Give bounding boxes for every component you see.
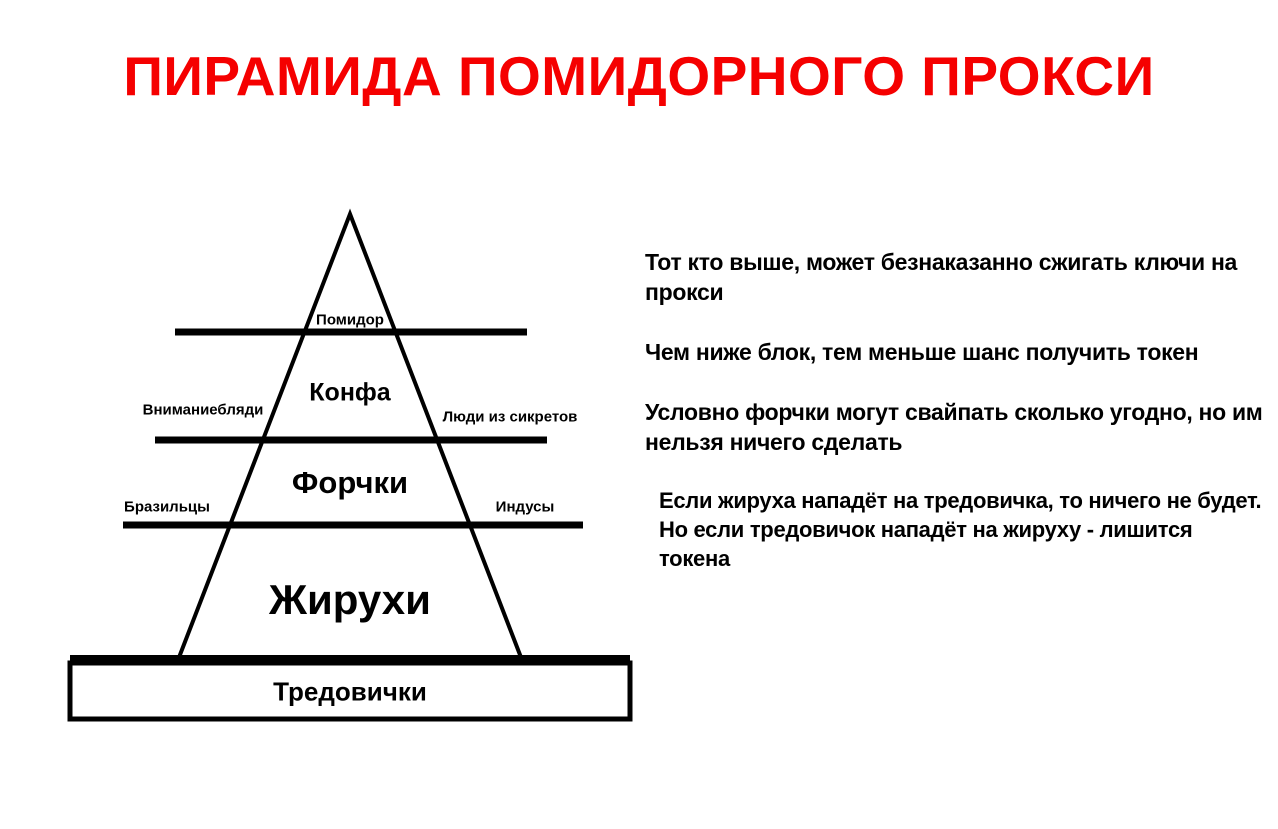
tier-label-tredovichki: Тредовички <box>273 676 427 707</box>
note-item: Тот кто выше, может безнаказанно сжигать ключи на прокси <box>645 249 1238 305</box>
side-label-indusy: Индусы <box>495 498 555 516</box>
side-label-ljudi-iz-sikretov: Люди из сикретов <box>442 408 578 426</box>
tier-label-zhiruhi: Жирухи <box>269 576 431 623</box>
tier-label-pomidor: Помидор <box>316 311 384 329</box>
pyramid-diagram <box>0 190 640 750</box>
notes-list <box>645 248 1265 603</box>
side-label-vnimaniebljadi: Вниманиебляди <box>142 401 264 419</box>
note-item: Если жируха нападёт на тредовичка, то ничего не будет. Но если тредовичок нападёт на жируху - лишится токена <box>659 488 1262 571</box>
note-item: Условно форчки могут свайпать сколько угодно, но им нельзя ничего сделать <box>645 398 1263 455</box>
tier-label-konfa: Конфа <box>309 378 391 407</box>
tier-label-forchki: Форчки <box>291 465 409 500</box>
page-title: ПИРАМИДА ПОМИДОРНОГО ПРОКСИ <box>123 45 1155 107</box>
note-item: Чем ниже блок, тем меньше шанс получить токен <box>645 338 1199 365</box>
side-label-brazilcy: Бразильцы <box>124 498 210 516</box>
